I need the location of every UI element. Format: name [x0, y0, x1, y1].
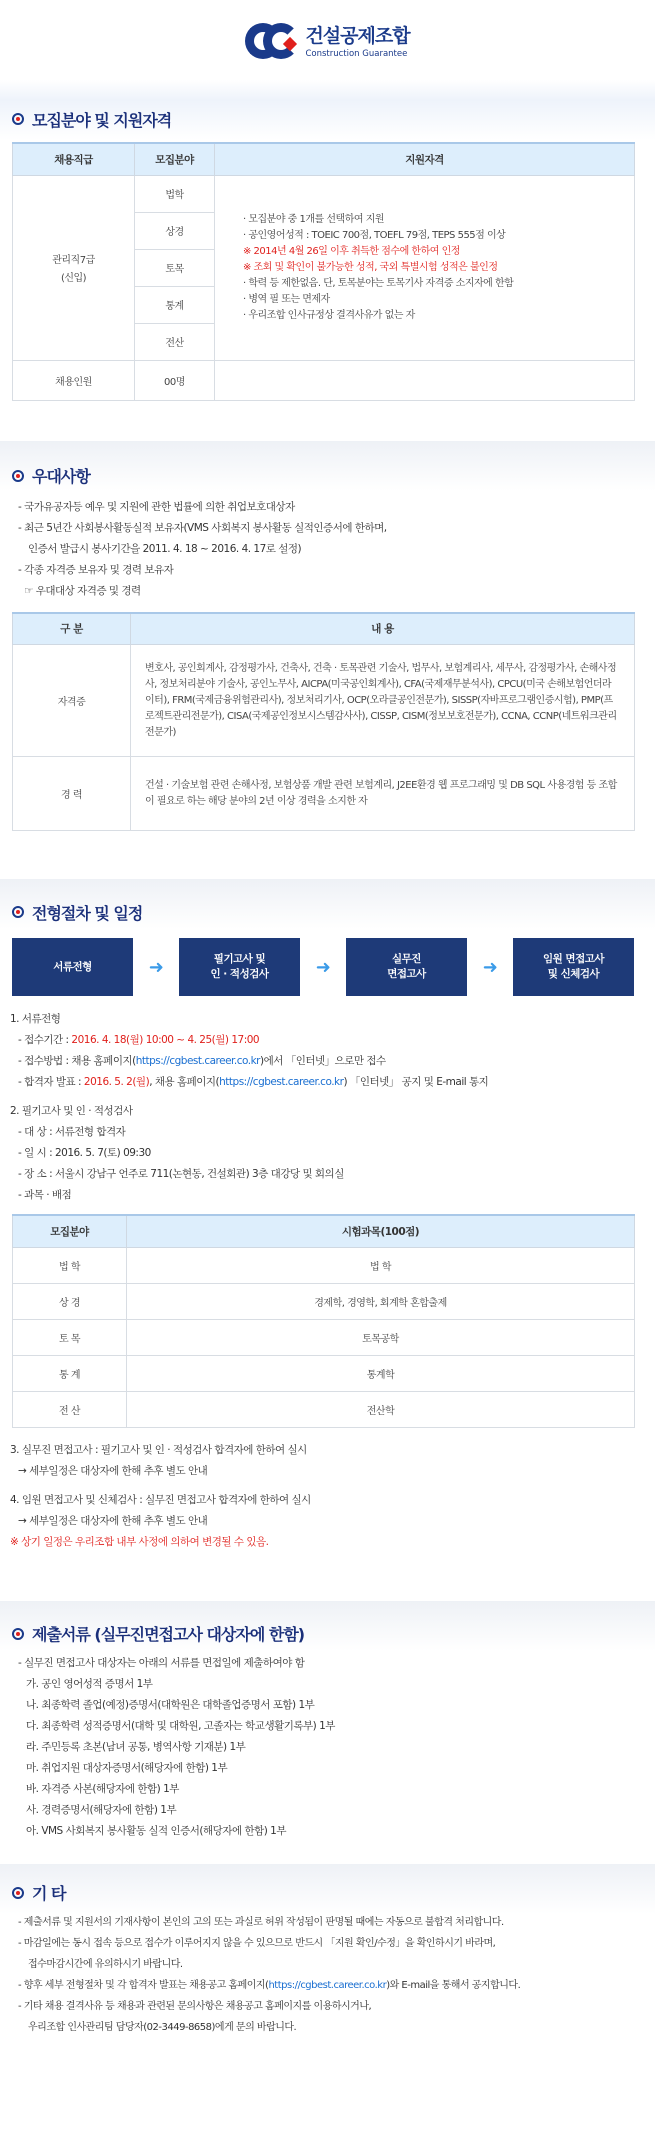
table-header: 시험과목(100점): [127, 1215, 635, 1247]
section-heading: [0, 106, 655, 132]
logo-name-en: Construction Guarantee: [305, 49, 408, 59]
arrow-right-icon: ➜: [148, 956, 164, 978]
career-site-link[interactable]: https://cgbest.career.co.kr: [135, 1055, 260, 1067]
section-title: 모집분야 및 지원자격: [32, 110, 172, 130]
arrow-right-icon: ➜: [482, 956, 498, 978]
header-logo: [0, 0, 655, 80]
list-item: 사. 경력증명서(해당자에 한함) 1부: [26, 1803, 177, 1816]
exam-subject: 법 학: [127, 1247, 635, 1283]
section-heading: [0, 899, 655, 925]
exam-subject: 경제학, 경영학, 회계학 혼합출제: [127, 1283, 635, 1319]
logo-name-ko: 건설공제조합: [305, 25, 410, 47]
career-site-link[interactable]: https://cgbest.career.co.kr: [219, 1076, 344, 1088]
exam-field: 법 학: [13, 1247, 127, 1283]
table-header: 모집분야: [13, 1215, 127, 1247]
documents-list: - 실무진 면접고사 대상자는 아래의 서류를 면접일에 제출하여야 함 가. 공인 영어성적 증명서 1부 나. 최종학력 졸업(예정)증명서(대학원은 대학졸업증명서 포함) 1부 다. 최종학력 성적증명서(대학 및 대학원, 고졸자는 학교생활기록부) 1부 라. 주민등록 초본(남녀 공통, 병역사항 기재분) 1부 마. 취업지원 대상자증명서(해당자에 한함) 1부 바. 자격증 사본(해당자에 한함) 1부 사. 경력증명서(해당자에 한함) 1부 아. VMS 사회복지 봉사활동 실적 인증서(해당자에 한함) 1부: [0, 1653, 655, 1842]
list-item: 가. 공인 영어성적 증명서 1부: [26, 1677, 153, 1690]
list-item: 라. 주민등록 초본(남녀 공통, 병역사항 기재분) 1부: [26, 1740, 246, 1753]
step-staff-interview: 실무진 면접고사: [346, 938, 467, 996]
field-cell: 법학: [135, 175, 215, 212]
section-preference: [0, 441, 655, 832]
hire-label: 채용인원: [13, 360, 135, 400]
table-header: 내 용: [131, 613, 635, 645]
exam-subject-table: [12, 1214, 635, 1428]
schedule-change-note: ※ 상기 일정은 우리조합 내부 사정에 의하여 변경될 수 있음.: [10, 1535, 269, 1548]
row-label: 자격증: [13, 645, 131, 757]
exam-subject: 통계학: [127, 1355, 635, 1391]
row-label: 경 력: [13, 757, 131, 831]
table-header: 지원자격: [215, 143, 635, 175]
rank-cell: 관리직7급 (신입): [13, 175, 135, 360]
hire-count: 00명: [135, 360, 215, 400]
section-bullet-icon: [12, 113, 24, 125]
field-cell: 통계: [135, 286, 215, 323]
cg-logo-icon: [245, 21, 299, 59]
step-executive-interview: 임원 면접고사 및 신체검사: [513, 938, 634, 996]
section-title: 기 타: [32, 1884, 66, 1903]
row-content: 건설 · 기술보험 관련 손해사정, 보험상품 개발 관련 보험계리, J2EE환경 웹 프로그래밍 및 DB SQL 사용경험 등 조합이 필요로 하는 해당 분야의 2년 이상 경력을 소지한 자: [131, 757, 635, 831]
section-process: [0, 879, 655, 1553]
exam-field: 토 목: [13, 1319, 127, 1355]
arrow-right-icon: ➜: [315, 956, 331, 978]
section-bullet-icon: [12, 470, 24, 482]
exam-subject: 전산학: [127, 1391, 635, 1427]
qualification-cell: · 모집분야 중 1개를 선택하여 지원 · 공인영어성적 : TOEIC 700점, TOEFL 79점, TEPS 555점 이상 ※ 2014년 4월 26일 이후 취득한 점수에 한하여 인정 ※ 조회 및 확인이 불가능한 성적, 국외 특별시험 성적은 불인정 · 학력 등 제한없음. 단, 토목분야는 토목기사 자격증 소지자에 한함 · 병역 필 또는 면제자 · 우리조합 인사규정상 결격사유가 없는 자: [215, 175, 635, 360]
list-item: 마. 취업지원 대상자증명서(해당자에 한함) 1부: [26, 1761, 228, 1774]
preference-table: [12, 612, 635, 832]
field-cell: 전산: [135, 323, 215, 360]
field-cell: 토목: [135, 249, 215, 286]
section-heading: [0, 1621, 655, 1647]
list-item: 아. VMS 사회복지 봉사활동 실적 인증서(해당자에 한함) 1부: [26, 1824, 286, 1837]
section-bullet-icon: [12, 906, 24, 918]
step-written-test: 필기고사 및 인 · 적성검사: [179, 938, 300, 996]
schedule-detail: 1. 서류전형 - 접수기간 : 2016. 4. 18(월) 10:00 ~ 4. 25(월) 17:00 - 접수방법 : 채용 홈페이지(https://cgbest.career.co.kr)에서 「인터넷」으로만 접수 - 합격자 발표 : 2016. 5. 2(월), 채용 홈페이지(https://cgbest.career.co.kr) 「인터넷」 공지 및 E-mail 통지 2. 필기고사 및 인 · 적성검사 - 대 상 : 서류전형 합격자 - 일 시 : 2016. 5. 7(토) 09:30 - 장 소 : 서울시 강남구 언주로 711(논현동, 건설회관) 3층 대강당 및 회의실 - 과목 · 배점: [10, 1013, 489, 1201]
exam-field: 통 계: [13, 1355, 127, 1391]
section-recruitment: [0, 80, 655, 401]
career-site-link[interactable]: https://cgbest.career.co.kr: [268, 1979, 387, 1991]
application-period: 2016. 4. 18(월) 10:00 ~ 4. 25(월) 17:00: [71, 1034, 260, 1046]
section-heading: [0, 1880, 655, 1906]
section-title: 제출서류 (실무진면접고사 대상자에 한함): [32, 1625, 305, 1644]
list-item: 다. 최종학력 성적증명서(대학 및 대학원, 고졸자는 학교생활기록부) 1부: [26, 1719, 335, 1732]
table-header: 모집분야: [135, 143, 215, 175]
field-cell: 상경: [135, 212, 215, 249]
exam-subject: 토목공학: [127, 1319, 635, 1355]
exam-field: 전 산: [13, 1391, 127, 1427]
list-item: 나. 최종학력 졸업(예정)증명서(대학원은 대학졸업증명서 포함) 1부: [26, 1698, 315, 1711]
table-header: 채용직급: [13, 143, 135, 175]
section-documents: [0, 1601, 655, 1842]
section-etc: [0, 1864, 655, 2038]
section-title: 우대사항: [32, 467, 90, 486]
recruitment-table: [12, 142, 635, 401]
interview-detail: 3. 실무진 면접고사 : 필기고사 및 인 · 적성검사 합격자에 한하여 실시 → 세부일정은 대상자에 한해 추후 별도 안내 4. 임원 면접고사 및 신체검사 : 실무진 면접고사 합격자에 한하여 실시 → 세부일정은 대상자에 한해 추후 별도 안내 ※ 상기 일정은 우리조합 내부 사정에 의하여 변경될 수 있음.: [0, 1440, 655, 1553]
etc-list: - 제출서류 및 지원서의 기재사항이 본인의 고의 또는 과실로 허위 작성됨이 판명될 때에는 자동으로 불합격 처리합니다. - 마감일에는 동시 접속 등으로 접수가 이루어지지 않을 수 있으므로 반드시 「지원 확인/수정」을 확인하시기 바라며, 접수마감시간에 유의하시기 바랍니다. - 향후 세부 전형절차 및 각 합격자 발표는 채용공고 홈페이지(https://cgbest.career.co.kr)와 E-mail을 통해서 공지합니다. - 기타 채용 결격사유 등 채용과 관련된 문의사항은 채용공고 홈페이지를 이용하시거나, 우리조합 인사관리팀 담당자(02-3449-8658)에게 문의 바랍니다.: [18, 1916, 521, 2033]
section-bullet-icon: [12, 1628, 24, 1640]
list-item: 바. 자격증 사본(해당자에 한함) 1부: [26, 1782, 179, 1795]
exam-field: 상 경: [13, 1283, 127, 1319]
table-header: 구 분: [13, 613, 131, 645]
process-steps: [12, 937, 655, 997]
preference-list: - 국가유공자등 예우 및 지원에 관한 법률에 의한 취업보호대상자 - 최근 5년간 사회봉사활동실적 보유자(VMS 사회복지 봉사활동 실적인증서에 한하며, 인증서 발급시 봉사기간을 2011. 4. 18 ~ 2016. 4. 17로 설정) - 각종 자격증 보유자 및 경력 보유자 ☞ 우대대상 자격증 및 경력: [18, 500, 387, 597]
step-document-screening: 서류전형: [12, 938, 133, 996]
section-title: 전형절차 및 일정: [32, 903, 143, 923]
row-content: 변호사, 공인회계사, 감정평가사, 건축사, 건축 · 토목관련 기술사, 법무사, 보험계리사, 세무사, 감정평가사, 손해사정사, 정보처리분야 기술사, 공인노무사, AICPA(미국공인회계사), CFA(국제재무분석사), CPCU(미국 손해보험언더라이터), FRM(국제금융위험관리사), 정보처리기사, OCP(오라클공인전문가), SISSP(자바프로그램인증시험), PMP(프로젝트관리전문가), CISA(국제공인정보시스템감사사), CISSP, CISM(정보보호전문가), CCNA, CCNP(네트워크관리전문가): [131, 645, 635, 757]
section-heading: [0, 463, 655, 489]
section-bullet-icon: [12, 1887, 24, 1899]
